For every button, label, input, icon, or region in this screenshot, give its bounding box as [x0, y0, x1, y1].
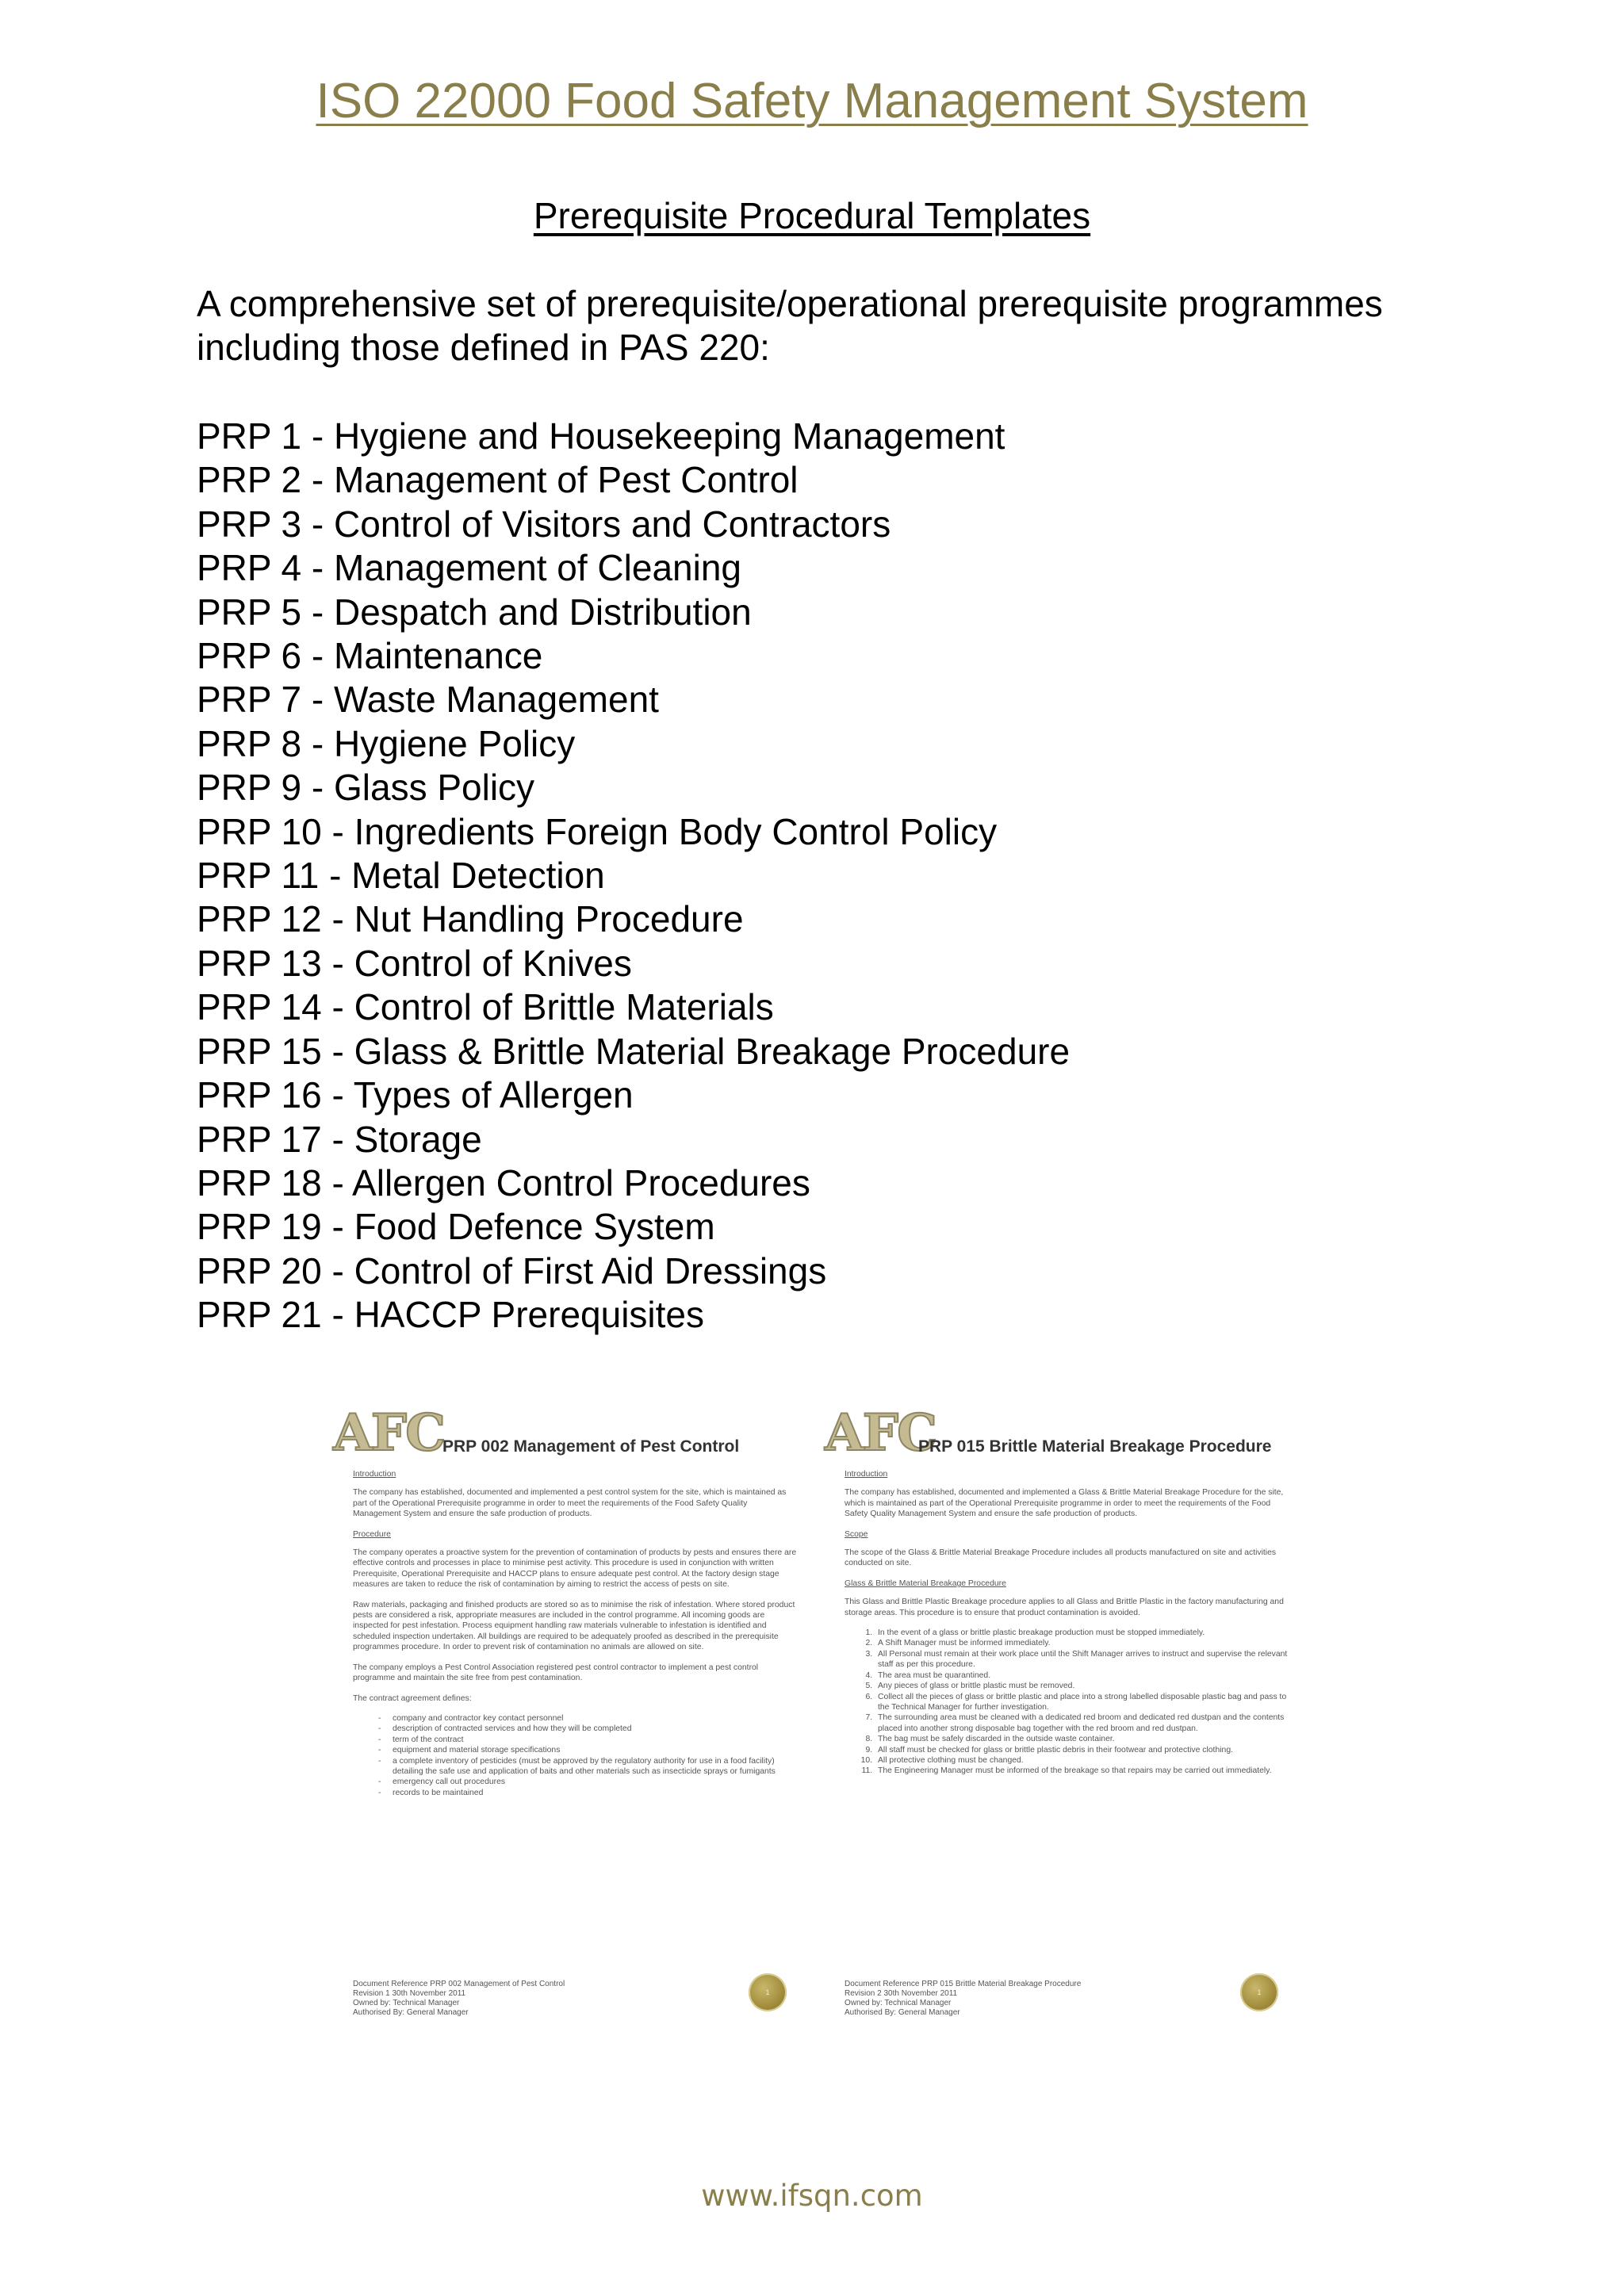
- footer-line: Revision 2 30th November 2011: [845, 1989, 958, 1998]
- thumbnail-header: [825, 1403, 1300, 1463]
- paragraph: The company operates a proactive system for the prevention of contamination of products by pests and ensures there are effective controls and processes in place to minimise pest activity. This procedure is used in conjunction with written Prerequisite, Operational Prerequisite and HACCP plans to ensure adequate pest control. At the factory design stage measures are taken to reduce the risk of contamination by aiming to restrict the access of pests on site.: [353, 1548, 797, 1590]
- prp-item: PRP 19 - Food Defence System: [197, 1206, 715, 1248]
- step-item: 6. Collect all the pieces of glass or brittle plastic and place into a strong labelled disposable plastic bag and pass to the Technical Manager for further investigation.: [875, 1692, 1289, 1713]
- prp-item: PRP 4 - Management of Cleaning: [197, 547, 741, 589]
- prp-item: PRP 15 - Glass & Brittle Material Breakage Procedure: [197, 1030, 1071, 1072]
- paragraph: Raw materials, packaging and finished products are stored so as to minimise the risk of infestation. Where stored product pests are considered a risk, appropriate measures are included in the control programme. All incoming goods are inspected for pest infestation. Process equipment handling raw materials vulnerable to infestation is identified and scheduled inspection undertaken. All buildings are required to be adequately proofed as described in the prerequisite programmes procedure. In order to prevent risk of contamination no animals are allowed on site.: [353, 1600, 795, 1652]
- list-item: - description of contracted services and how they will be completed: [393, 1724, 797, 1734]
- document-title: ISO 22000 Food Safety Management System: [316, 74, 1308, 128]
- thumbnail-prp-002: [333, 1403, 809, 2034]
- section-heading: Introduction: [353, 1470, 396, 1479]
- step-item: 2. A Shift Manager must be informed immediately.: [875, 1638, 1289, 1648]
- list-item: - emergency call out procedures: [393, 1777, 797, 1787]
- prp-item: PRP 13 - Control of Knives: [197, 942, 632, 984]
- thumbnail-footer: [353, 1980, 565, 2018]
- list-item: - company and contractor key contact personnel: [393, 1713, 797, 1724]
- prp-item: PRP 1 - Hygiene and Housekeeping Management: [197, 415, 1005, 457]
- document-subtitle: Prerequisite Procedural Templates: [533, 195, 1091, 236]
- footer-line: Owned by: Technical Manager: [353, 1999, 460, 2007]
- list-item: - equipment and material storage specifications: [393, 1745, 797, 1755]
- list-item: - term of the contract: [393, 1735, 797, 1745]
- prp-item: PRP 18 - Allergen Control Procedures: [197, 1161, 810, 1203]
- step-item: 1. In the event of a glass or brittle plastic breakage production must be stopped immediately.: [875, 1628, 1289, 1638]
- step-item: 9. All staff must be checked for glass or brittle plastic debris in their footwear and protective clothing.: [875, 1745, 1289, 1755]
- paragraph: The contract agreement defines:: [353, 1693, 472, 1703]
- thumbnail-title: PRP 015 Brittle Material Breakage Procedure: [918, 1437, 1272, 1456]
- thumbnail-body: [845, 1469, 1289, 1783]
- paragraph: The scope of the Glass & Brittle Material Breakage Procedure includes all products manufactured on site and activities conducted on site.: [845, 1548, 1277, 1568]
- contract-list: [353, 1713, 797, 1798]
- prp-item: PRP 7 - Waste Management: [197, 679, 659, 721]
- paragraph: The company employs a Pest Control Association registered pest control contractor to implement a pest control programme and maintain the site free from pest contamination.: [353, 1663, 759, 1683]
- prp-item: PRP 8 - Hygiene Policy: [197, 722, 576, 764]
- thumbnail-header: [333, 1403, 809, 1463]
- footer-line: Authorised By: General Manager: [353, 2008, 469, 2017]
- step-item: 8. The bag must be safely discarded in the outside waste container.: [875, 1734, 1289, 1744]
- footer-line: Authorised By: General Manager: [845, 2008, 960, 2017]
- afc-logo: AFC: [333, 1403, 445, 1463]
- list-item: - a complete inventory of pesticides (must be approved by the regulatory authority for use in a food facility) detailing the safe use and application of baits and other materials such as insecticide sprays or fumigants: [393, 1756, 797, 1777]
- thumbnail-title: PRP 002 Management of Pest Control: [442, 1437, 740, 1456]
- prp-item: PRP 10 - Ingredients Foreign Body Control Policy: [197, 810, 998, 852]
- step-item: 4. The area must be quarantined.: [875, 1670, 1289, 1681]
- paragraph: The company has established, documented and implemented a pest control system for the site, which is maintained as part of the Operational Prerequisite programme in order to meet the requirements of the Food Safety Quality Management System and ensure the safe production of products.: [353, 1488, 787, 1519]
- steps-list: [845, 1628, 1289, 1777]
- list-item: - records to be maintained: [393, 1788, 797, 1798]
- paragraph: The company has established, documented and implemented a Glass & Brittle Material Breakage Procedure for the site, which is maintained as part of the Operational Prerequisite programme in order to meet the requirements of the Food Safety Quality Management System and ensure the safe production of products.: [845, 1488, 1284, 1519]
- step-item: 11. The Engineering Manager must be informed of the breakage so that repairs may be carried out immediately.: [875, 1766, 1289, 1776]
- step-item: 3. All Personal must remain at their work place until the Shift Manager arrives to instruct and supervise the relevant staff as per this procedure.: [875, 1649, 1289, 1670]
- section-heading: Procedure: [353, 1529, 391, 1539]
- prp-item: PRP 20 - Control of First Aid Dressings: [197, 1249, 827, 1292]
- prp-item: PRP 6 - Maintenance: [197, 635, 543, 677]
- step-item: 10. All protective clothing must be changed.: [875, 1755, 1289, 1766]
- seal-icon: 1: [1240, 1973, 1278, 2011]
- seal-icon: 1: [749, 1973, 787, 2011]
- prp-item: PRP 14 - Control of Brittle Materials: [197, 986, 774, 1028]
- footer-line: Revision 1 30th November 2011: [353, 1989, 466, 1998]
- thumbnail-body: [353, 1469, 797, 1803]
- intro-text: A comprehensive set of prerequisite/operational prerequisite programmes including those defined in PAS 220:: [197, 283, 1383, 368]
- step-item: 7. The surrounding area must be cleaned with a dedicated red broom and dedicated red dustpan and the contents placed into another strong disposable bag together with the red broom and red dustpan.: [875, 1712, 1289, 1734]
- step-item: 5. Any pieces of glass or brittle plastic must be removed.: [875, 1681, 1289, 1691]
- section-heading: Scope: [845, 1529, 868, 1539]
- prp-item: PRP 2 - Management of Pest Control: [197, 459, 799, 501]
- afc-logo: AFC: [825, 1403, 936, 1463]
- prp-item: PRP 9 - Glass Policy: [197, 767, 535, 809]
- prp-item: PRP 3 - Control of Visitors and Contractors: [197, 503, 891, 545]
- paragraph: This Glass and Brittle Plastic Breakage procedure applies to all Glass and Brittle Plastic in the factory manufacturing and storage areas. This procedure is to ensure that product contamination is avoided.: [845, 1598, 1284, 1617]
- footer-line: Owned by: Technical Manager: [845, 1999, 952, 2007]
- prp-item: PRP 21 - HACCP Prerequisites: [197, 1294, 705, 1336]
- thumbnail-footer: [845, 1980, 1081, 2018]
- thumbnail-prp-015: [825, 1403, 1300, 2034]
- prp-item: PRP 11 - Metal Detection: [197, 855, 605, 897]
- footer-line: Document Reference PRP 015 Brittle Material Breakage Procedure: [845, 1980, 1082, 1988]
- prp-item: PRP 16 - Types of Allergen: [197, 1074, 634, 1116]
- footer-website-link[interactable]: www.ifsqn.com: [701, 2179, 923, 2213]
- prp-item: PRP 12 - Nut Handling Procedure: [197, 898, 744, 940]
- prp-list: [197, 415, 1070, 1337]
- prp-item: PRP 5 - Despatch and Distribution: [197, 591, 752, 633]
- section-heading: Introduction: [845, 1470, 888, 1479]
- prp-item: PRP 17 - Storage: [197, 1118, 482, 1160]
- section-heading: Glass & Brittle Material Breakage Procedure: [845, 1578, 1006, 1588]
- footer-line: Document Reference PRP 002 Management of Pest Control: [353, 1980, 565, 1988]
